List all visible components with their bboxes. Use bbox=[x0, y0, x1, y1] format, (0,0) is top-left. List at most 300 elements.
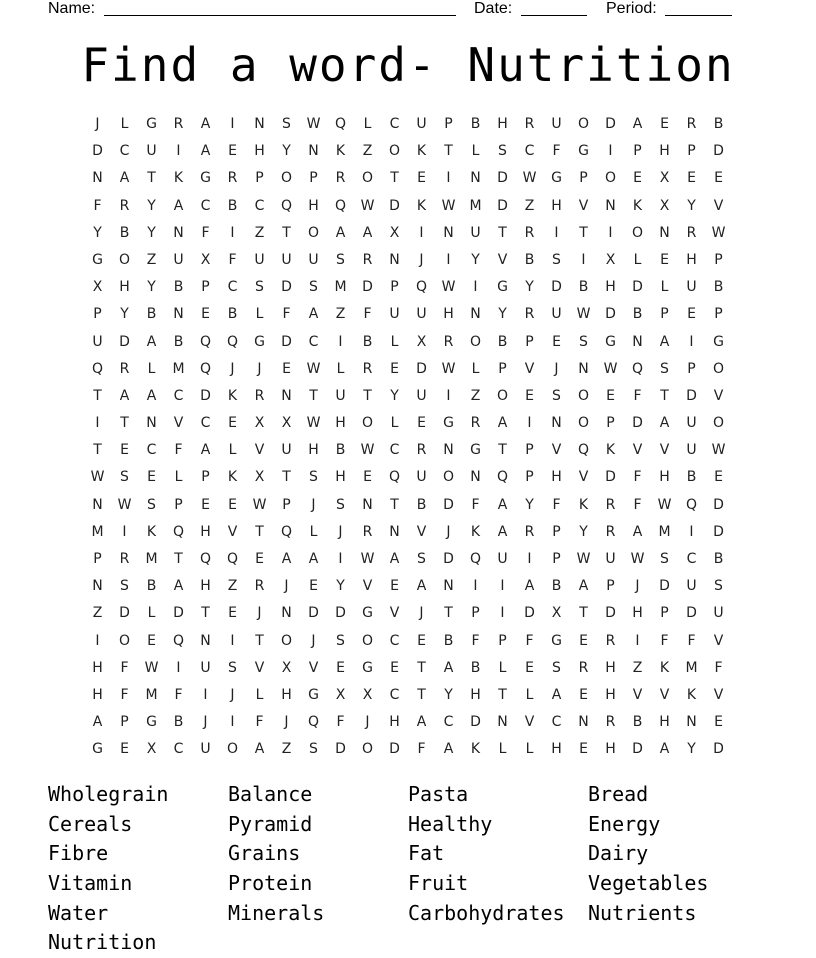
grid-letter[interactable]: Q bbox=[334, 116, 347, 132]
grid-letter[interactable]: E bbox=[147, 469, 156, 486]
grid-letter[interactable]: L bbox=[525, 686, 534, 703]
grid-letter[interactable]: H bbox=[659, 143, 670, 160]
grid-letter[interactable]: X bbox=[200, 251, 211, 268]
grid-letter[interactable]: A bbox=[146, 387, 157, 404]
grid-letter[interactable]: X bbox=[362, 686, 373, 703]
grid-letter[interactable]: A bbox=[632, 116, 643, 132]
grid-letter[interactable]: I bbox=[95, 415, 100, 432]
grid-letter[interactable]: Y bbox=[687, 741, 696, 758]
grid-letter[interactable]: S bbox=[714, 578, 723, 595]
grid-letter[interactable]: U bbox=[146, 143, 157, 160]
grid-letter[interactable]: U bbox=[416, 469, 427, 486]
grid-letter[interactable]: R bbox=[362, 251, 373, 268]
grid-letter[interactable]: D bbox=[713, 143, 724, 160]
grid-letter[interactable]: E bbox=[579, 741, 588, 758]
grid-letter[interactable]: T bbox=[390, 170, 399, 187]
grid-letter[interactable]: U bbox=[389, 306, 400, 323]
grid-letter[interactable]: F bbox=[552, 496, 561, 513]
grid-letter[interactable]: H bbox=[200, 523, 211, 540]
grid-letter[interactable]: W bbox=[711, 224, 726, 241]
grid-letter[interactable]: P bbox=[93, 306, 102, 323]
grid-letter[interactable]: N bbox=[470, 170, 481, 187]
grid-letter[interactable]: I bbox=[500, 605, 505, 622]
grid-letter[interactable]: C bbox=[146, 442, 157, 459]
grid-letter[interactable]: I bbox=[446, 387, 451, 404]
grid-letter[interactable]: N bbox=[470, 469, 481, 486]
grid-letter[interactable]: R bbox=[362, 360, 373, 377]
grid-letter[interactable]: J bbox=[311, 496, 316, 513]
grid-letter[interactable]: N bbox=[443, 224, 454, 241]
grid-letter[interactable]: J bbox=[419, 605, 424, 622]
grid-letter[interactable]: P bbox=[174, 496, 183, 513]
grid-letter[interactable]: L bbox=[390, 333, 399, 350]
grid-letter[interactable]: V bbox=[713, 387, 724, 404]
grid-letter[interactable]: V bbox=[254, 659, 265, 676]
grid-letter[interactable]: H bbox=[254, 143, 265, 160]
grid-letter[interactable]: Y bbox=[687, 197, 696, 214]
grid-letter[interactable]: N bbox=[578, 360, 589, 377]
grid-letter[interactable]: D bbox=[470, 714, 481, 731]
date-blank-line[interactable] bbox=[521, 15, 587, 16]
grid-letter[interactable]: D bbox=[443, 551, 454, 567]
grid-letter[interactable]: E bbox=[201, 306, 210, 323]
grid-letter[interactable]: V bbox=[308, 659, 319, 676]
grid-letter[interactable]: D bbox=[281, 279, 292, 296]
grid-letter[interactable]: T bbox=[444, 143, 453, 160]
grid-letter[interactable]: P bbox=[714, 306, 723, 323]
grid-letter[interactable]: N bbox=[686, 714, 697, 731]
grid-letter[interactable]: H bbox=[659, 714, 670, 731]
grid-letter[interactable]: A bbox=[497, 496, 508, 513]
grid-letter[interactable]: R bbox=[605, 714, 616, 731]
grid-letter[interactable]: O bbox=[280, 632, 293, 649]
grid-letter[interactable]: D bbox=[119, 333, 130, 350]
grid-letter[interactable]: D bbox=[281, 333, 292, 350]
grid-letter[interactable]: L bbox=[147, 360, 156, 377]
grid-letter[interactable]: E bbox=[687, 306, 696, 323]
grid-letter[interactable]: D bbox=[605, 605, 616, 622]
grid-letter[interactable]: R bbox=[524, 224, 535, 241]
grid-letter[interactable]: X bbox=[605, 251, 616, 268]
grid-letter[interactable]: F bbox=[336, 714, 345, 731]
grid-letter[interactable]: O bbox=[631, 224, 644, 241]
grid-letter[interactable]: B bbox=[713, 116, 724, 132]
grid-letter[interactable]: P bbox=[201, 469, 210, 486]
grid-letter[interactable]: D bbox=[632, 741, 643, 758]
grid-letter[interactable]: K bbox=[632, 197, 643, 214]
grid-letter[interactable]: L bbox=[498, 659, 507, 676]
grid-letter[interactable]: B bbox=[578, 279, 589, 296]
grid-letter[interactable]: H bbox=[308, 442, 319, 459]
grid-letter[interactable]: K bbox=[686, 686, 697, 703]
grid-letter[interactable]: L bbox=[498, 741, 507, 758]
grid-letter[interactable]: J bbox=[419, 251, 424, 268]
grid-letter[interactable]: I bbox=[473, 578, 478, 595]
grid-letter[interactable]: S bbox=[309, 279, 318, 296]
grid-letter[interactable]: F bbox=[174, 442, 183, 459]
grid-letter[interactable]: P bbox=[714, 251, 723, 268]
grid-letter[interactable]: C bbox=[200, 197, 211, 214]
grid-letter[interactable]: U bbox=[497, 551, 508, 567]
grid-letter[interactable]: B bbox=[173, 279, 184, 296]
grid-letter[interactable]: T bbox=[498, 686, 507, 703]
grid-letter[interactable]: S bbox=[660, 360, 669, 377]
grid-letter[interactable]: B bbox=[686, 469, 697, 486]
grid-letter[interactable]: I bbox=[473, 279, 478, 296]
grid-letter[interactable]: O bbox=[226, 741, 239, 758]
grid-letter[interactable]: M bbox=[658, 523, 671, 540]
grid-letter[interactable]: E bbox=[579, 686, 588, 703]
grid-letter[interactable]: L bbox=[363, 116, 372, 132]
grid-letter[interactable]: M bbox=[145, 686, 158, 703]
grid-letter[interactable]: U bbox=[551, 306, 562, 323]
grid-letter[interactable]: U bbox=[416, 387, 427, 404]
grid-letter[interactable]: V bbox=[713, 632, 724, 649]
grid-letter[interactable]: O bbox=[577, 387, 590, 404]
grid-letter[interactable]: L bbox=[147, 605, 156, 622]
grid-letter[interactable]: V bbox=[632, 442, 643, 459]
grid-letter[interactable]: P bbox=[93, 551, 102, 567]
grid-letter[interactable]: O bbox=[577, 415, 590, 432]
grid-letter[interactable]: G bbox=[497, 279, 508, 296]
grid-letter[interactable]: J bbox=[365, 714, 370, 731]
grid-letter[interactable]: X bbox=[389, 224, 400, 241]
grid-letter[interactable]: V bbox=[659, 442, 670, 459]
grid-letter[interactable]: W bbox=[144, 659, 159, 676]
grid-letter[interactable]: P bbox=[471, 605, 480, 622]
grid-letter[interactable]: J bbox=[338, 523, 343, 540]
grid-letter[interactable]: S bbox=[228, 659, 237, 676]
grid-letter[interactable]: K bbox=[659, 659, 670, 676]
grid-letter[interactable]: D bbox=[605, 469, 616, 486]
grid-letter[interactable]: N bbox=[497, 714, 508, 731]
grid-letter[interactable]: J bbox=[284, 578, 289, 595]
grid-letter[interactable]: Q bbox=[577, 442, 590, 459]
grid-letter[interactable]: Y bbox=[444, 686, 453, 703]
grid-letter[interactable]: R bbox=[524, 523, 535, 540]
grid-letter[interactable]: W bbox=[306, 415, 321, 432]
grid-letter[interactable]: U bbox=[605, 551, 616, 567]
grid-letter[interactable]: N bbox=[578, 714, 589, 731]
grid-letter[interactable]: D bbox=[119, 605, 130, 622]
grid-letter[interactable]: T bbox=[255, 632, 264, 649]
grid-letter[interactable]: Q bbox=[172, 632, 185, 649]
grid-letter[interactable]: B bbox=[470, 116, 481, 132]
grid-letter[interactable]: S bbox=[336, 632, 345, 649]
grid-letter[interactable]: A bbox=[254, 741, 265, 758]
grid-letter[interactable]: B bbox=[551, 578, 562, 595]
grid-letter[interactable]: K bbox=[335, 143, 346, 160]
grid-letter[interactable]: G bbox=[605, 333, 616, 350]
grid-letter[interactable]: N bbox=[632, 333, 643, 350]
grid-letter[interactable]: S bbox=[417, 551, 426, 567]
grid-letter[interactable]: O bbox=[388, 143, 401, 160]
grid-letter[interactable]: F bbox=[525, 632, 534, 649]
grid-letter[interactable]: W bbox=[603, 360, 618, 377]
grid-letter[interactable]: G bbox=[362, 605, 373, 622]
grid-letter[interactable]: R bbox=[686, 224, 697, 241]
grid-letter[interactable]: C bbox=[443, 714, 454, 731]
grid-letter[interactable]: E bbox=[417, 170, 426, 187]
grid-letter[interactable]: J bbox=[311, 632, 316, 649]
grid-letter[interactable]: Y bbox=[147, 197, 156, 214]
grid-letter[interactable]: T bbox=[174, 551, 183, 567]
grid-letter[interactable]: P bbox=[525, 333, 534, 350]
grid-letter[interactable]: W bbox=[90, 469, 105, 486]
grid-letter[interactable]: X bbox=[146, 741, 157, 758]
grid-letter[interactable]: Y bbox=[147, 224, 156, 241]
grid-letter[interactable]: T bbox=[498, 442, 507, 459]
grid-letter[interactable]: P bbox=[633, 143, 642, 160]
grid-letter[interactable]: P bbox=[390, 279, 399, 296]
grid-letter[interactable]: P bbox=[687, 143, 696, 160]
grid-letter[interactable]: C bbox=[389, 116, 400, 132]
grid-letter[interactable]: R bbox=[578, 659, 589, 676]
grid-letter[interactable]: U bbox=[551, 116, 562, 132]
grid-letter[interactable]: O bbox=[361, 741, 374, 758]
grid-letter[interactable]: E bbox=[228, 496, 237, 513]
grid-letter[interactable]: B bbox=[173, 714, 184, 731]
grid-letter[interactable]: U bbox=[254, 251, 265, 268]
grid-letter[interactable]: F bbox=[174, 686, 183, 703]
grid-letter[interactable]: Y bbox=[147, 279, 156, 296]
grid-letter[interactable]: D bbox=[632, 279, 643, 296]
grid-letter[interactable]: R bbox=[605, 632, 616, 649]
grid-letter[interactable]: T bbox=[417, 686, 426, 703]
grid-letter[interactable]: D bbox=[416, 360, 427, 377]
grid-letter[interactable]: P bbox=[525, 469, 534, 486]
grid-letter[interactable]: D bbox=[713, 523, 724, 540]
grid-letter[interactable]: F bbox=[201, 224, 210, 241]
grid-letter[interactable]: N bbox=[443, 578, 454, 595]
grid-letter[interactable]: E bbox=[660, 251, 669, 268]
grid-letter[interactable]: Y bbox=[579, 523, 588, 540]
grid-letter[interactable]: T bbox=[201, 605, 210, 622]
grid-letter[interactable]: B bbox=[119, 224, 130, 241]
grid-letter[interactable]: U bbox=[713, 605, 724, 622]
grid-letter[interactable]: B bbox=[362, 333, 373, 350]
grid-letter[interactable]: X bbox=[254, 469, 265, 486]
grid-letter[interactable]: N bbox=[200, 632, 211, 649]
grid-letter[interactable]: D bbox=[524, 605, 535, 622]
grid-letter[interactable]: V bbox=[389, 605, 400, 622]
grid-letter[interactable]: K bbox=[227, 387, 238, 404]
grid-letter[interactable]: V bbox=[362, 578, 373, 595]
grid-letter[interactable]: K bbox=[605, 442, 616, 459]
grid-letter[interactable]: A bbox=[416, 578, 427, 595]
grid-letter[interactable]: T bbox=[579, 224, 588, 241]
grid-letter[interactable]: A bbox=[200, 116, 211, 132]
grid-letter[interactable]: I bbox=[689, 523, 694, 540]
grid-letter[interactable]: R bbox=[119, 197, 130, 214]
grid-letter[interactable]: Q bbox=[496, 469, 509, 486]
grid-letter[interactable]: R bbox=[119, 360, 130, 377]
grid-letter[interactable]: B bbox=[443, 632, 454, 649]
grid-letter[interactable]: T bbox=[93, 387, 102, 404]
grid-letter[interactable]: N bbox=[389, 251, 400, 268]
grid-letter[interactable]: A bbox=[335, 224, 346, 241]
grid-letter[interactable]: T bbox=[147, 170, 156, 187]
grid-letter[interactable]: C bbox=[227, 279, 238, 296]
grid-letter[interactable]: N bbox=[659, 224, 670, 241]
grid-letter[interactable]: Q bbox=[172, 523, 185, 540]
grid-letter[interactable]: C bbox=[254, 197, 265, 214]
grid-letter[interactable]: P bbox=[498, 632, 507, 649]
grid-letter[interactable]: O bbox=[118, 632, 131, 649]
grid-letter[interactable]: N bbox=[470, 306, 481, 323]
grid-letter[interactable]: E bbox=[417, 632, 426, 649]
grid-letter[interactable]: Q bbox=[226, 551, 239, 567]
grid-letter[interactable]: E bbox=[390, 659, 399, 676]
grid-letter[interactable]: I bbox=[203, 686, 208, 703]
grid-letter[interactable]: E bbox=[714, 469, 723, 486]
grid-letter[interactable]: C bbox=[389, 686, 400, 703]
grid-letter[interactable]: W bbox=[576, 551, 591, 567]
grid-letter[interactable]: C bbox=[119, 143, 130, 160]
grid-letter[interactable]: X bbox=[416, 333, 427, 350]
grid-letter[interactable]: U bbox=[200, 659, 211, 676]
grid-letter[interactable]: I bbox=[122, 523, 127, 540]
grid-letter[interactable]: X bbox=[254, 415, 265, 432]
grid-letter[interactable]: R bbox=[605, 496, 616, 513]
grid-letter[interactable]: Q bbox=[334, 197, 347, 214]
grid-letter[interactable]: H bbox=[281, 686, 292, 703]
grid-letter[interactable]: A bbox=[551, 686, 562, 703]
grid-letter[interactable]: W bbox=[576, 306, 591, 323]
grid-letter[interactable]: O bbox=[118, 251, 131, 268]
grid-letter[interactable]: O bbox=[577, 116, 590, 132]
grid-letter[interactable]: I bbox=[338, 551, 343, 567]
grid-letter[interactable]: A bbox=[119, 387, 130, 404]
grid-letter[interactable]: R bbox=[254, 578, 265, 595]
grid-letter[interactable]: K bbox=[416, 197, 427, 214]
grid-letter[interactable]: M bbox=[469, 197, 482, 214]
grid-letter[interactable]: T bbox=[309, 387, 318, 404]
grid-letter[interactable]: E bbox=[525, 659, 534, 676]
grid-letter[interactable]: H bbox=[443, 306, 454, 323]
grid-letter[interactable]: I bbox=[689, 333, 694, 350]
grid-letter[interactable]: V bbox=[227, 523, 238, 540]
grid-letter[interactable]: B bbox=[632, 306, 643, 323]
grid-letter[interactable]: V bbox=[524, 714, 535, 731]
grid-letter[interactable]: B bbox=[713, 551, 724, 567]
grid-letter[interactable]: Q bbox=[199, 551, 212, 567]
grid-letter[interactable]: I bbox=[554, 224, 559, 241]
grid-letter[interactable]: H bbox=[605, 741, 616, 758]
grid-letter[interactable]: G bbox=[470, 442, 481, 459]
grid-letter[interactable]: S bbox=[120, 578, 129, 595]
grid-letter[interactable]: A bbox=[362, 224, 373, 241]
grid-letter[interactable]: Q bbox=[280, 197, 293, 214]
grid-letter[interactable]: H bbox=[497, 116, 508, 132]
grid-letter[interactable]: S bbox=[552, 251, 561, 268]
grid-letter[interactable]: D bbox=[200, 387, 211, 404]
grid-letter[interactable]: A bbox=[281, 551, 292, 567]
grid-letter[interactable]: Q bbox=[280, 523, 293, 540]
grid-letter[interactable]: K bbox=[416, 143, 427, 160]
grid-letter[interactable]: P bbox=[444, 116, 453, 132]
grid-letter[interactable]: I bbox=[527, 415, 532, 432]
grid-letter[interactable]: C bbox=[308, 333, 319, 350]
grid-letter[interactable]: R bbox=[173, 116, 184, 132]
grid-letter[interactable]: S bbox=[120, 469, 129, 486]
grid-letter[interactable]: I bbox=[581, 251, 586, 268]
grid-letter[interactable]: A bbox=[578, 578, 589, 595]
grid-letter[interactable]: J bbox=[635, 578, 640, 595]
grid-letter[interactable]: U bbox=[335, 387, 346, 404]
grid-letter[interactable]: X bbox=[335, 686, 346, 703]
grid-letter[interactable]: Y bbox=[525, 496, 534, 513]
grid-letter[interactable]: L bbox=[174, 469, 183, 486]
grid-letter[interactable]: H bbox=[200, 578, 211, 595]
grid-letter[interactable]: C bbox=[686, 551, 697, 567]
grid-letter[interactable]: O bbox=[496, 387, 509, 404]
grid-letter[interactable]: B bbox=[227, 197, 238, 214]
grid-letter[interactable]: W bbox=[441, 197, 456, 214]
grid-letter[interactable]: N bbox=[92, 170, 103, 187]
grid-letter[interactable]: U bbox=[173, 251, 184, 268]
grid-letter[interactable]: O bbox=[361, 415, 374, 432]
grid-letter[interactable]: T bbox=[498, 224, 507, 241]
grid-letter[interactable]: A bbox=[497, 415, 508, 432]
period-blank-line[interactable] bbox=[665, 15, 732, 16]
grid-letter[interactable]: V bbox=[173, 415, 184, 432]
grid-letter[interactable]: R bbox=[686, 116, 697, 132]
grid-letter[interactable]: N bbox=[605, 197, 616, 214]
grid-letter[interactable]: R bbox=[254, 387, 265, 404]
grid-letter[interactable]: L bbox=[633, 251, 642, 268]
grid-letter[interactable]: R bbox=[227, 170, 238, 187]
grid-letter[interactable]: F bbox=[714, 659, 723, 676]
grid-letter[interactable]: E bbox=[309, 578, 318, 595]
grid-letter[interactable]: P bbox=[309, 170, 318, 187]
grid-letter[interactable]: T bbox=[282, 469, 291, 486]
grid-letter[interactable]: G bbox=[362, 659, 373, 676]
grid-letter[interactable]: A bbox=[497, 523, 508, 540]
grid-letter[interactable]: T bbox=[93, 442, 102, 459]
grid-letter[interactable]: I bbox=[500, 578, 505, 595]
grid-letter[interactable]: D bbox=[659, 578, 670, 595]
grid-letter[interactable]: D bbox=[551, 279, 562, 296]
grid-letter[interactable]: R bbox=[470, 415, 481, 432]
grid-letter[interactable]: U bbox=[308, 251, 319, 268]
grid-letter[interactable]: Q bbox=[199, 333, 212, 350]
grid-letter[interactable]: I bbox=[635, 632, 640, 649]
grid-letter[interactable]: B bbox=[335, 442, 346, 459]
grid-letter[interactable]: M bbox=[334, 279, 347, 296]
grid-letter[interactable]: F bbox=[687, 632, 696, 649]
grid-letter[interactable]: B bbox=[470, 659, 481, 676]
grid-letter[interactable]: N bbox=[173, 224, 184, 241]
grid-letter[interactable]: N bbox=[92, 578, 103, 595]
grid-letter[interactable]: Q bbox=[388, 469, 401, 486]
grid-letter[interactable]: J bbox=[446, 523, 451, 540]
grid-letter[interactable]: J bbox=[230, 360, 235, 377]
grid-letter[interactable]: J bbox=[257, 605, 262, 622]
grid-letter[interactable]: V bbox=[632, 686, 643, 703]
grid-letter[interactable]: D bbox=[686, 605, 697, 622]
grid-letter[interactable]: X bbox=[659, 170, 670, 187]
grid-letter[interactable]: O bbox=[361, 170, 374, 187]
grid-letter[interactable]: T bbox=[120, 415, 129, 432]
grid-letter[interactable]: H bbox=[632, 605, 643, 622]
grid-letter[interactable]: Q bbox=[307, 714, 320, 731]
grid-letter[interactable]: F bbox=[552, 143, 561, 160]
grid-letter[interactable]: D bbox=[605, 306, 616, 323]
grid-letter[interactable]: V bbox=[713, 686, 724, 703]
grid-letter[interactable]: E bbox=[579, 632, 588, 649]
grid-letter[interactable]: C bbox=[200, 415, 211, 432]
